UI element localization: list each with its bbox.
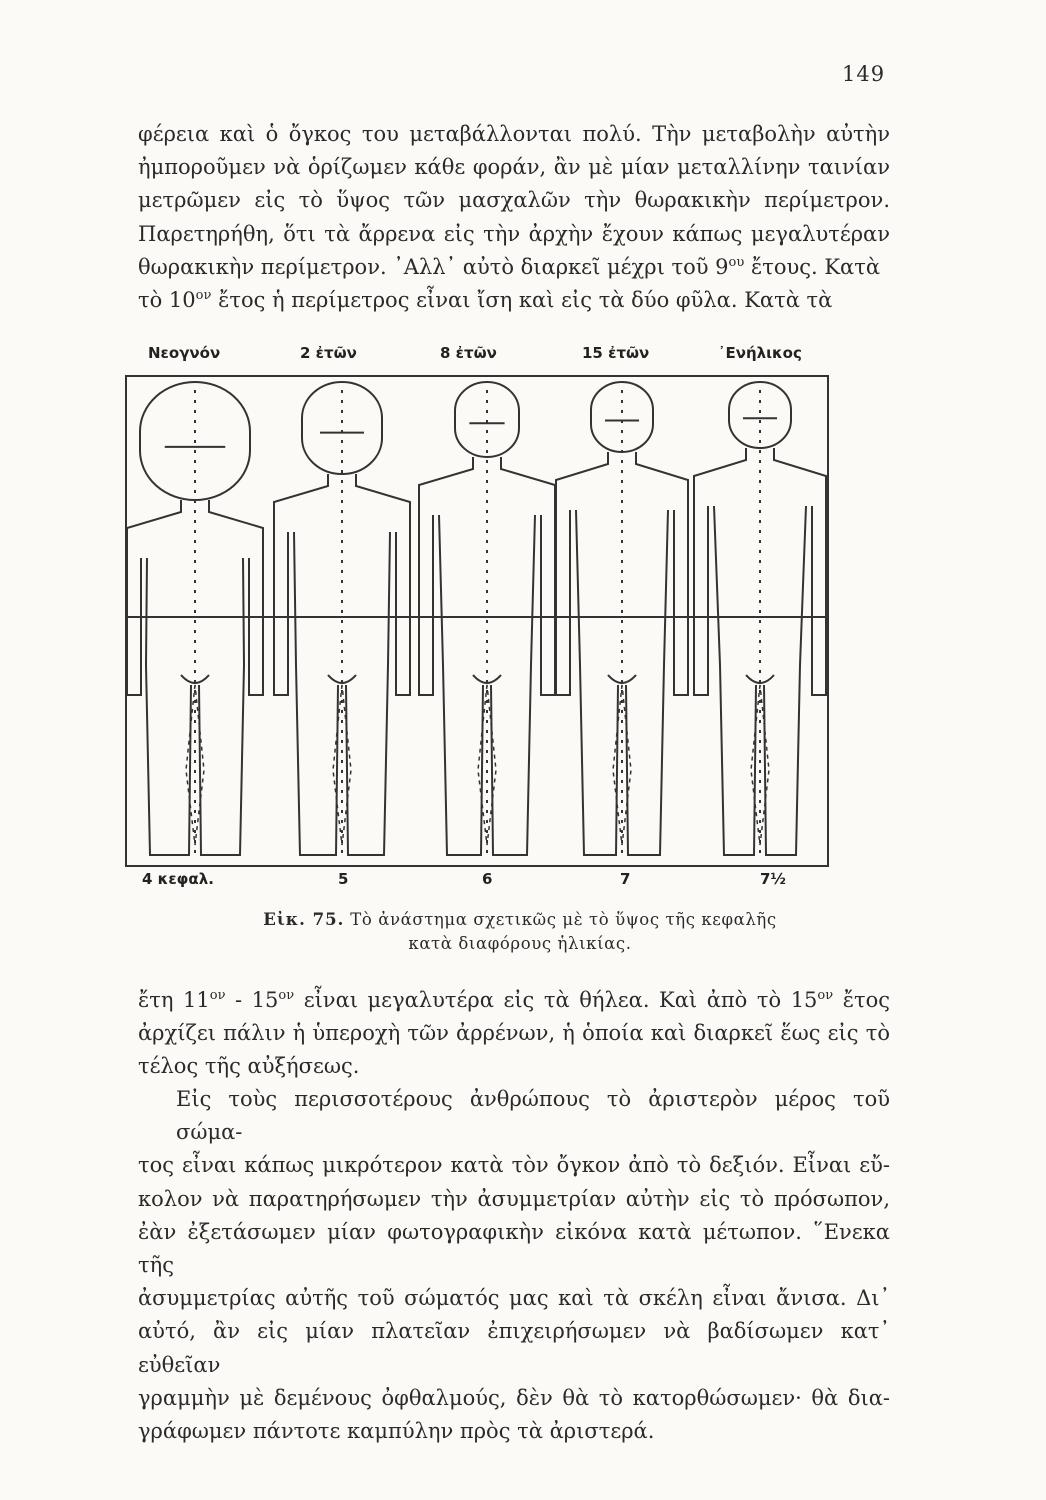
figure-drawing	[120, 340, 840, 900]
page-number: 149	[842, 62, 886, 86]
superscript: ον	[195, 288, 212, 304]
right-arm-outline	[501, 457, 555, 695]
text-line: γραμμὴν μὲ δεμένους ὀφθαλμούς, δὲν θὰ τὸ κατορθώσωμεν· θὰ δια-	[138, 1385, 890, 1410]
left-arm-outline	[556, 452, 608, 695]
age-label-8-years: 8 ἐτῶν	[440, 344, 497, 362]
text-fragment: εἶναι μεγαλυτέρα εἰς τὰ θήλεα. Καὶ ἀπὸ τὸ 15	[294, 988, 818, 1012]
age-label-15-years: 15 ἐτῶν	[582, 344, 650, 362]
left-arm-outline	[419, 457, 473, 695]
right-leg-outline	[626, 510, 668, 855]
right-leg-outline	[764, 506, 806, 855]
text-fragment: θωρακικὴν περίμετρον. ᾽Αλλ᾽ αὐτὸ διαρκεῖ μέχρι τοῦ 9	[138, 254, 729, 279]
age-label-adult: ᾽Ενήλικος	[718, 344, 802, 362]
text-line: τος εἶναι κάπως μικρότερον κατὰ τὸν ὄγκον ἀπὸ τὸ δεξιόν. Εἶναι εὔ-	[138, 1153, 890, 1178]
head-outline	[455, 382, 519, 457]
caption-text: Τὸ ἀνάστημα σχετικῶς μὲ τὸ ὕψος τῆς κεφαλῆς	[350, 910, 777, 929]
text-line: Εἰς τοὺς περισσοτέρους ἀνθρώπους τὸ ἀριστερὸν μέρος τοῦ σώμα-	[176, 1087, 890, 1145]
text-fragment: ἔτος	[833, 988, 890, 1012]
caption-line	[150, 908, 890, 932]
text-line: γράφωμεν πάντοτε καμπύλην πρὸς τὰ ἀριστερά.	[138, 1419, 655, 1444]
caption-label: Εἰκ. 75.	[263, 910, 345, 929]
text-fragment: - 15	[225, 988, 279, 1012]
figure-body-proportions	[120, 340, 840, 900]
left-leg-outline	[294, 532, 338, 855]
right-arm-outline	[636, 452, 688, 695]
right-arm-outline	[209, 500, 263, 695]
figure-silhouettes	[127, 382, 826, 855]
left-arm-outline	[274, 474, 328, 695]
paragraph-bottom	[138, 1083, 890, 1448]
text-line	[138, 284, 890, 317]
left-arm-outline	[127, 500, 181, 695]
right-leg-outline	[346, 532, 390, 855]
text-line: κολον νὰ παρατηρήσωμεν τὴν ἀσυμμετρίαν αὐτὴν εἰς τὸ πρόσωπον,	[138, 1186, 890, 1211]
text-line: ἐὰν ἐξετάσωμεν μίαν φωτογραφικὴν εἰκόνα κατὰ μέτωπον. ῞Ενεκα τῆς	[138, 1219, 890, 1278]
head-count-label: 7	[620, 870, 631, 888]
text-line: αὐτό, ἂν εἰς μίαν πλατεῖαν ἐπιχειρήσωμεν νὰ βαδίσωμεν κατ᾽ εὐθεῖαν	[138, 1319, 890, 1377]
text-fragment: ἔτη 11	[138, 988, 210, 1012]
right-leg-outline	[199, 558, 244, 855]
text-line: ἠμποροῦμεν νὰ ὁρίζωμεν κάθε φοράν, ἂν μὲ μίαν μεταλλίνην ταινίαν	[138, 155, 890, 180]
age-label-2-years: 2 ἐτῶν	[300, 344, 357, 362]
text-line: μετρῶμεν εἰς τὸ ὕψος τῶν μασχαλῶν τὴν θωρακικὴν περίμετρον.	[138, 188, 890, 213]
superscript: ον	[817, 988, 834, 1003]
text-line	[138, 251, 890, 284]
text-line: φέρεια καὶ ὁ ὄγκος του μεταβάλλονται πολύ. Τὴν μεταβολὴν αὐτὴν	[138, 122, 890, 146]
left-leg-outline	[576, 510, 618, 855]
left-leg-outline	[146, 558, 191, 855]
head-count-label: 7½	[760, 870, 786, 888]
caption-line: κατὰ διαφόρους ἡλικίας.	[408, 934, 632, 953]
text-fragment: ἔτος ἡ περίμετρος εἶναι ἴση καὶ εἰς τὰ δύο φῦλα. Κατὰ τὰ	[211, 288, 833, 313]
left-leg-outline	[714, 506, 756, 855]
text-fragment: τὸ 10	[138, 288, 196, 313]
text-line: ἀρχίζει πάλιν ἡ ὑπεροχὴ τῶν ἀρρένων, ἡ ὁποία καὶ διαρκεῖ ἕως εἰς τὸ	[138, 1021, 890, 1046]
right-leg-outline	[491, 515, 535, 855]
head-count-label: 6	[482, 870, 493, 888]
text-line: τέλος τῆς αὐξήσεως.	[138, 1054, 360, 1079]
left-leg-outline	[439, 515, 483, 855]
paragraph-top	[138, 118, 890, 317]
superscript: ον	[209, 988, 226, 1003]
paragraph-middle	[138, 984, 890, 1084]
text-line	[138, 984, 890, 1017]
superscript: ον	[278, 988, 295, 1003]
head-count-label: 5	[338, 870, 349, 888]
text-line: Παρετηρήθη, ὅτι τὰ ἄρρενα εἰς τὴν ἀρχὴν ἔχουν κάπως μεγαλυτέραν	[138, 221, 890, 246]
age-label-newborn: Νεογνόν	[148, 344, 221, 362]
superscript: ου	[728, 254, 745, 270]
text-line: ἀσυμμετρίας αὐτῆς τοῦ σώματός μας καὶ τὰ σκέλη εἶναι ἄνισα. Δι᾽	[138, 1286, 890, 1311]
figure-caption	[150, 908, 890, 956]
text-fragment: ἔτους. Κατὰ	[744, 254, 881, 279]
head-count-label: 4 κεφαλ.	[142, 870, 214, 888]
right-arm-outline	[356, 474, 410, 695]
